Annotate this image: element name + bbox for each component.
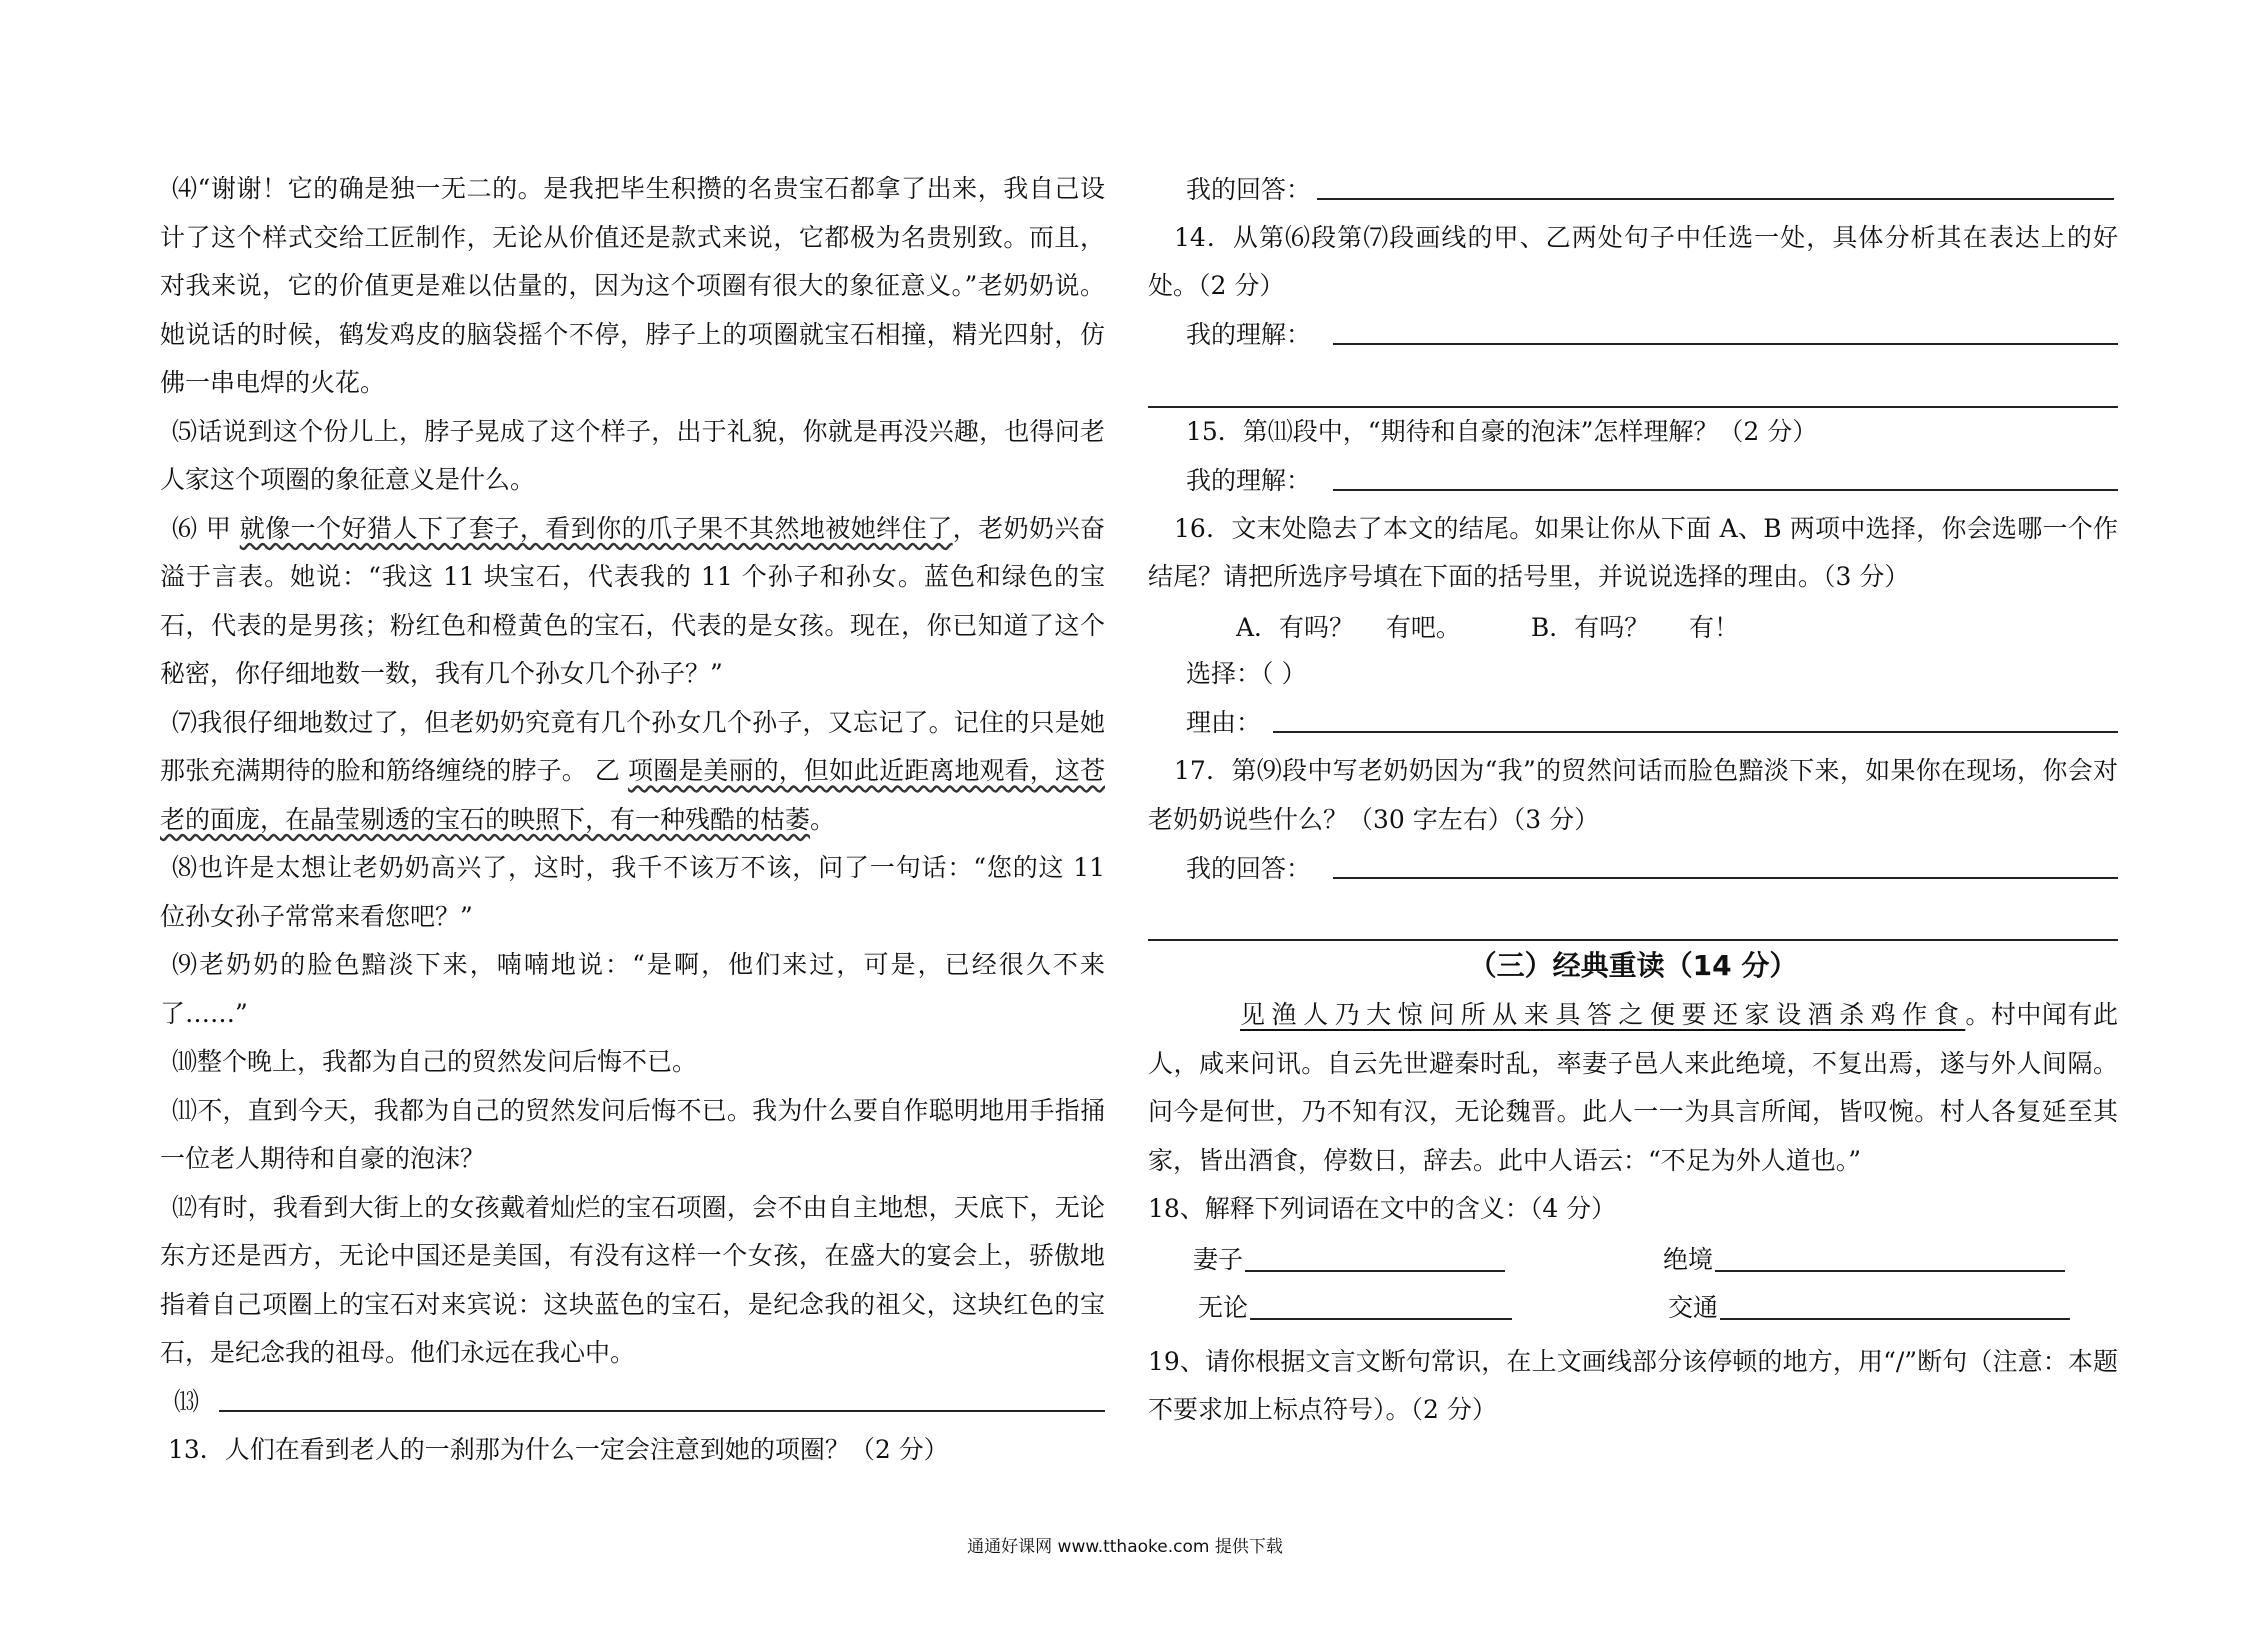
term-cell-2: [1663, 1240, 2065, 1282]
classic-underlined: 见渔人乃大惊问所从来具答之便要还家设酒杀鸡作食: [1240, 1000, 1966, 1029]
understand-label-2: 我的理解：: [1186, 465, 1312, 495]
extra-line-q14-row: [1148, 359, 2118, 408]
paragraph-9: ⑼老奶奶的脸色黯淡下来，喃喃地说：“是啊，他们来过，可是，已经很久不来了……”: [160, 950, 1105, 1028]
understand-line-q14[interactable]: [1333, 343, 2118, 345]
paragraph-4: ⑷“谢谢！它的确是独一无二的。是我把毕生积攒的名贵宝石都拿了出来，我自己设计了这个样式交给工匠制作，无论从价值还是款式来说，它都极为名贵别致。而且，对我来说，它的价值更是难以估量的，因为这个项圈有很大的象征意义。”老奶奶说。她说话的时候，鹤发鸡皮的脑袋摇个不停，脖子上的项圈就宝石相撞，精光四射，仿佛一串电焊的火花。: [160, 174, 1105, 397]
answer-line-q17[interactable]: [1333, 877, 2118, 879]
paragraph-6-rest: ，老奶奶兴奋溢于言表。她说：“我这 11 块宝石，代表我的 11 个孙子和孙女。蓝色和绿色的宝石，代表的是男孩；粉红色和橙黄色的宝石，代表的是女孩。现在，你已知道了这个秘密，你仔细地数一数，我有几个孙女几个孙子？”: [160, 513, 1105, 688]
right-column: [1148, 165, 2118, 1435]
extra-line-q17-row: [1148, 893, 2118, 942]
term-1: 妻子: [1193, 1244, 1244, 1274]
term-1-line[interactable]: [1245, 1270, 1505, 1272]
paragraph-6: [160, 505, 1105, 699]
paragraph-13-line[interactable]: [219, 1410, 1105, 1412]
classic-rest: 。村中闻有此人，咸来问讯。自云先世避秦时乱，率妻子邑人来此绝境，不复出焉，遂与外人间隔。问今是何世，乃不知有汉，无论魏晋。此人一一为具言所闻，皆叹惋。村人各复延至其家，皆出酒食，停数日，辞去。此中人语云：“不足为外人道也。”: [1148, 1000, 2118, 1175]
question-19: 19、请你根据文言文断句常识，在上文画线部分该停顿的地方，用“/”断句（注意：本题不要求加上标点符号）。（2 分）: [1148, 1346, 2118, 1424]
extra-line-q14[interactable]: [1148, 406, 2118, 408]
answer-row-q17: [1148, 844, 2118, 893]
paragraph-11: ⑾不，直到今天，我都为自己的贸然发问后悔不已。我为什么要自作聪明地用手指捅一位老人期待和自豪的泡沫？: [160, 1095, 1105, 1173]
question-14: 14．从第⑹段第⑺段画线的甲、乙两处句子中任选一处，具体分析其在表达上的好处。（2 分）: [1148, 222, 2118, 300]
reason-label: 理由：: [1186, 708, 1262, 737]
question-17: 17．第⑼段中写老奶奶因为“我”的贸然问话而脸色黯淡下来，如果你在现场，你会对老奶奶说些什么？（30 字左右）（3 分）: [1148, 756, 2118, 834]
understand-row-q14: [1148, 311, 2118, 360]
choice-row[interactable]: 选择：（ ）: [1186, 659, 1307, 688]
term-cell-4: [1668, 1288, 2070, 1330]
paragraph-13-label: ⒀: [174, 1387, 200, 1416]
section-3-title: （三）经典重读（14 分）: [1468, 949, 1798, 982]
answer-row-q13: [1148, 165, 2118, 214]
question-15: 15．第⑾段中，“期待和自豪的泡沫”怎样理解？（2 分）: [1186, 416, 1818, 446]
paragraph-7-prefix: ⑺我很仔细地数过了，但老奶奶究竟有几个孙女几个孙子，又忘记了。记住的只是她那张充满期待的脸和筋络缠绕的脖子。 乙: [160, 707, 1105, 785]
term-cell-1: [1193, 1240, 1663, 1282]
term-3: 无论: [1198, 1292, 1249, 1322]
term-2: 绝境: [1663, 1244, 1714, 1274]
terms-row-1: [1148, 1234, 2118, 1282]
term-4: 交通: [1668, 1292, 1719, 1322]
paragraph-13-blank: [160, 1378, 1105, 1427]
option-b[interactable]: B．有吗？ 有！: [1530, 612, 1739, 642]
paragraph-7-end: 。: [810, 804, 836, 834]
sentence-yi: 项圈是美丽的，但如此近距离地观看，这苍老的面庞，在晶莹剔透的宝石的映照下，有一种残酷的枯萎: [160, 756, 1105, 834]
paragraph-6-prefix: ⑹ 甲: [172, 513, 240, 543]
paragraph-7: [160, 699, 1105, 845]
paragraph-8: ⑻也许是太想让老奶奶高兴了，这时，我千不该万不该，问了一句话：“您的这 11 位孙女孙子常常来看您吧？”: [160, 853, 1105, 931]
understand-line-q15[interactable]: [1333, 489, 2118, 491]
question-16: 16．文末处隐去了本文的结尾。如果让你从下面 A、B 两项中选择，你会选哪一个作结尾？请把所选序号填在下面的括号里，并说说选择的理由。（3 分）: [1148, 513, 2118, 591]
understand-row-q15: [1148, 456, 2118, 505]
term-2-line[interactable]: [1715, 1270, 2065, 1272]
answer-label: 我的回答：: [1186, 174, 1312, 204]
reason-line[interactable]: [1273, 731, 2118, 733]
answer-label-2: 我的回答：: [1186, 853, 1312, 883]
understand-label: 我的理解：: [1186, 320, 1312, 349]
paragraph-10: ⑽整个晚上，我都为自己的贸然发问后悔不已。: [172, 1047, 698, 1076]
classic-passage: [1148, 991, 2118, 1185]
options-q16: [1148, 602, 2118, 651]
paragraph-12: ⑿有时，我看到大街上的女孩戴着灿烂的宝石项圈，会不由自主地想，天底下，无论东方还是西方，无论中国还是美国，有没有这样一个女孩，在盛大的宴会上，骄傲地指着自己项圈上的宝石对来宾说：这块蓝色的宝石，是纪念我的祖父，这块红色的宝石，是纪念我的祖母。他们永远在我心中。: [160, 1192, 1105, 1367]
question-18: 18、解释下列词语在文中的含义：（4 分）: [1148, 1194, 1617, 1223]
term-4-line[interactable]: [1720, 1318, 2070, 1320]
term-3-line[interactable]: [1250, 1318, 1512, 1320]
term-cell-3: [1198, 1288, 1668, 1330]
terms-row-2: [1148, 1282, 2118, 1330]
extra-line-q17[interactable]: [1148, 939, 2118, 941]
footer-credit: 通通好课网 www.tthaoke.com 提供下载: [967, 1537, 1283, 1557]
reason-row: [1148, 699, 2118, 748]
left-column: [160, 165, 1105, 1475]
question-13: 13．人们在看到老人的一刹那为什么一定会注意到她的项圈？（2 分）: [168, 1435, 949, 1464]
sentence-jia: 就像一个好猎人下了套子，看到你的爪子果不其然地被她绊住了: [239, 513, 953, 543]
option-a[interactable]: A．有吗？ 有吧。: [1236, 612, 1461, 642]
answer-line-q13[interactable]: [1317, 198, 2114, 200]
paragraph-5: ⑸话说到这个份儿上，脖子晃成了这个样子，出于礼貌，你就是再没兴趣，也得问老人家这个项圈的象征意义是什么。: [160, 416, 1105, 494]
